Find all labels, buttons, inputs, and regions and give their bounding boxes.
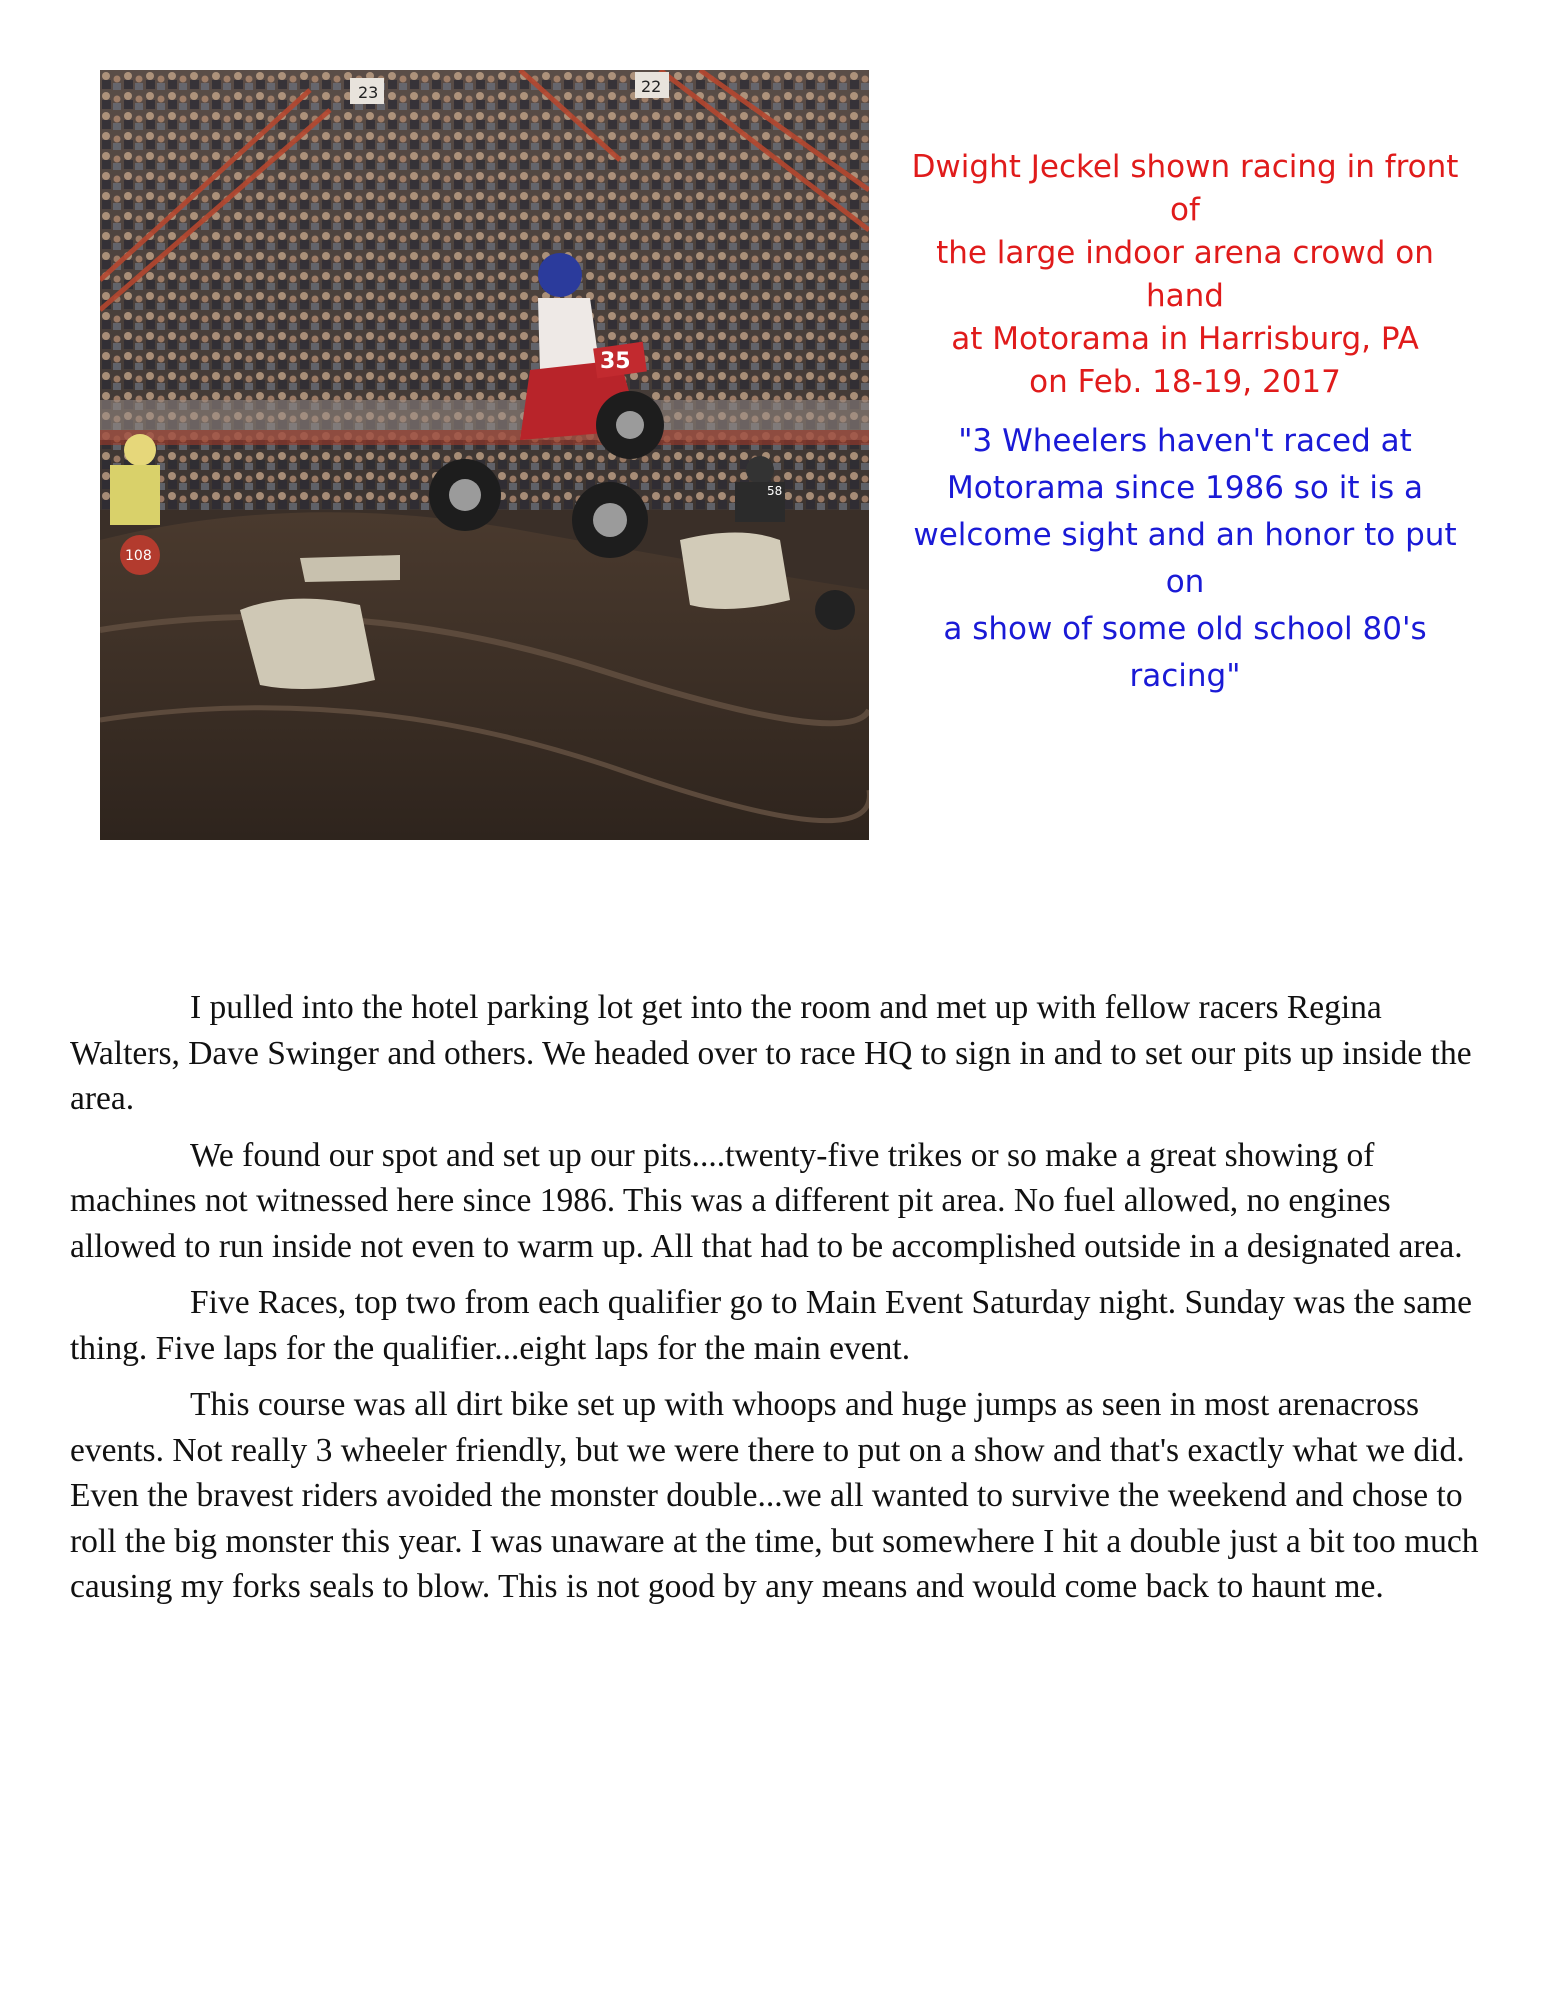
rear-bike-number: 108 [125,548,152,564]
caption-blue-line: Motorama since 1986 so it is a [947,470,1423,506]
quote-caption-blue [905,418,1465,700]
caption-red-line: at Motorama in Harrisburg, PA [951,321,1419,357]
paragraph: This course was all dirt bike set up with whoops and huge jumps as seen in most arenacross events. Not really 3 wheeler friendly, but we were there to put on a show and that's exactly what we did. Even the bravest riders avoided the monster double...we all wanted to survive the weekend and chose to roll the big monster this year. I was unaware at the time, but somewhere I hit a double just a bit too much causing my forks seals to blow. This is not good by any means and would come back to haunt me. [70,1386,1479,1605]
caption-red-line: on Feb. 18-19, 2017 [1029,364,1341,400]
caption-blue-line: "3 Wheelers haven't raced at [958,423,1412,459]
caption-blue-line: a show of some old school 80's [943,611,1427,647]
paragraph: We found our spot and set up our pits....twenty-five trikes or so make a great showing of machines not witnessed here since 1986. This was a different pit area. No fuel allowed, no engines allowed to run inside not even to warm up. All that had to be accomplished outside in a designated area. [70,1136,1463,1265]
racing-photo [100,70,869,840]
paragraph: I pulled into the hotel parking lot get into the room and met up with fellow racers Regina Walters, Dave Swinger and others. We headed over to race HQ to sign in and to set our pits up inside the area. [70,989,1472,1117]
section-sign-left: 23 [358,83,379,102]
paragraph: Five Races, top two from each qualifier go to Main Event Saturday night. Sunday was the same thing. Five laps for the qualifier...eight laps for the main event. [70,1284,1473,1367]
right-bike-number: 58 [767,484,783,498]
photo-caption-red [905,146,1465,404]
caption-blue-line: welcome sight and an honor to put on [913,517,1457,600]
caption-red-line: the large indoor arena crowd on hand [936,235,1434,314]
article-body [70,985,1490,1621]
bike-number: 35 [600,349,631,374]
arena-photo-illustration [100,70,869,840]
section-sign-right: 22 [641,77,662,96]
caption-blue-line: racing" [1129,658,1241,694]
caption-red-line: Dwight Jeckel shown racing in front of [911,149,1459,228]
